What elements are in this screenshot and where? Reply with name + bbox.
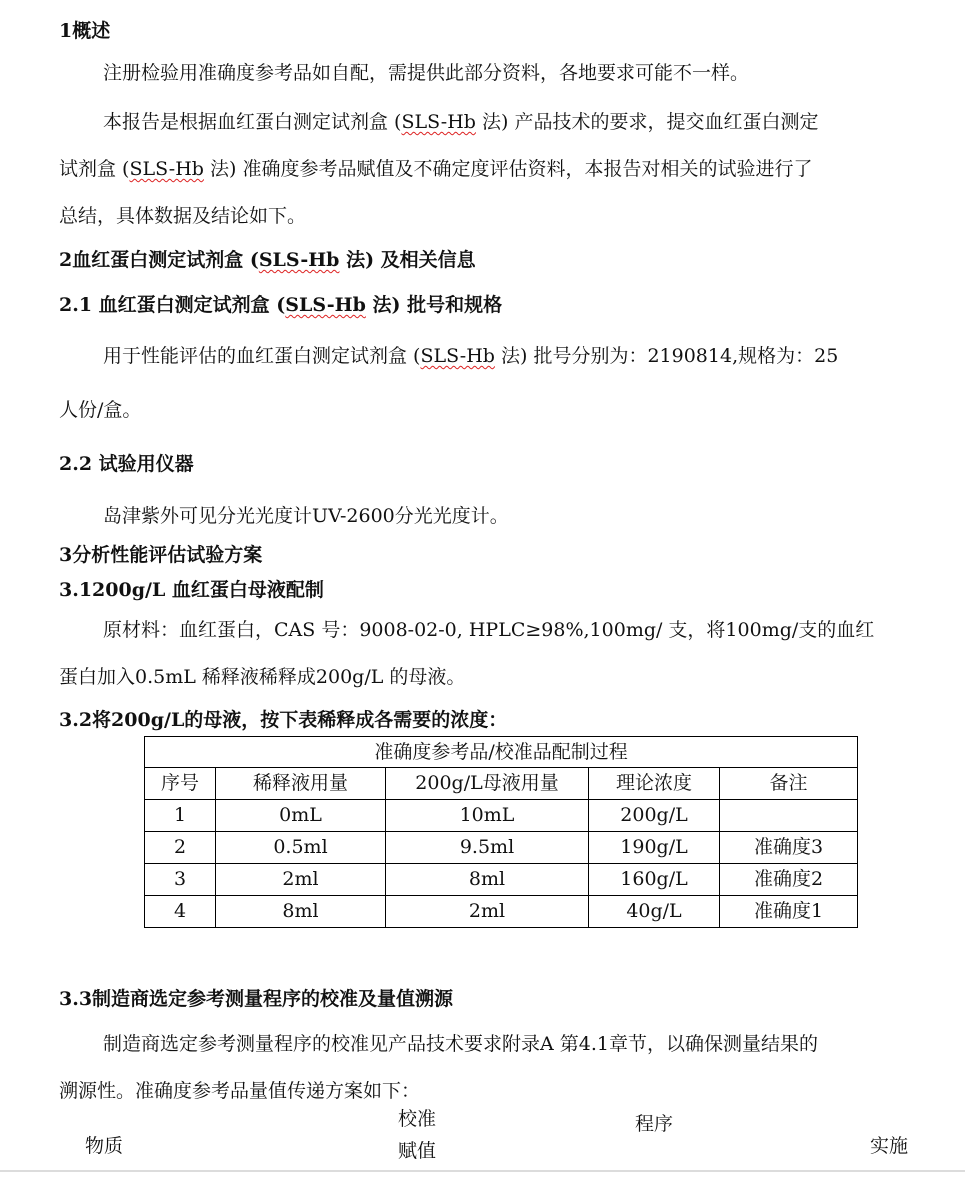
table-cell: 200g/L [589, 800, 720, 832]
section-1-paragraph-1: 注册检验用准确度参考品如自配，需提供此部分资料，各地要求可能不一样。 [103, 62, 750, 84]
section-2-heading: 2血红蛋白测定试剂盒 (SLS-Hb 法) 及相关信息 [59, 249, 476, 271]
page-bottom-divider [0, 1170, 965, 1172]
section-2-2-paragraph: 岛津紫外可见分光光度计UV-2600分光光度计。 [103, 505, 509, 527]
section-3-3-line-1: 制造商选定参考测量程序的校准见产品技术要求附录A 第4.1章节，以确保测量结果的 [103, 1033, 818, 1055]
table-cell: 40g/L [589, 896, 720, 928]
table-cell: 准确度2 [720, 864, 858, 896]
table-cell: 160g/L [589, 864, 720, 896]
table-cell: 0mL [216, 800, 386, 832]
table-cell: 3 [145, 864, 216, 896]
table-cell: 准确度1 [720, 896, 858, 928]
flow-col-substance: 物质 [85, 1135, 124, 1157]
flow-col-implementation: 实施 [870, 1135, 909, 1157]
flow-col-calibration: 校准 [398, 1108, 437, 1130]
table-row [145, 864, 858, 896]
table-cell: 准确度3 [720, 832, 858, 864]
table-row [145, 896, 858, 928]
section-2-1-line-1: 用于性能评估的血红蛋白测定试剂盒 (SLS-Hb 法) 批号分别为：2190814,规格为：25 [103, 345, 839, 367]
table-cell: 190g/L [589, 832, 720, 864]
table-header-cell: 200g/L母液用量 [386, 768, 589, 800]
section-3-heading: 3分析性能评估试验方案 [59, 544, 263, 566]
table-title: 准确度参考品/校准品配制过程 [145, 737, 858, 768]
table-row [145, 832, 858, 864]
preparation-table [144, 736, 858, 928]
table-cell: 2 [145, 832, 216, 864]
table-cell: 2ml [216, 864, 386, 896]
table-cell [720, 800, 858, 832]
section-1-paragraph-2-line-3: 总结，具体数据及结论如下。 [59, 205, 307, 227]
table-cell: 9.5ml [386, 832, 589, 864]
table-cell: 0.5ml [216, 832, 386, 864]
section-2-1-line-2: 人份/盒。 [59, 399, 142, 421]
section-1-paragraph-2-line-2: 试剂盒 (SLS-Hb 法) 准确度参考品赋值及不确定度评估资料，本报告对相关的试验进行了 [59, 158, 813, 180]
table-header-cell: 序号 [145, 768, 216, 800]
table-header-cell: 理论浓度 [589, 768, 720, 800]
section-1-heading: 1概述 [59, 20, 111, 42]
table-cell: 4 [145, 896, 216, 928]
table-header-cell: 备注 [720, 768, 858, 800]
section-3-1-heading: 3.1200g/L 血红蛋白母液配制 [59, 579, 324, 601]
section-3-1-line-2: 蛋白加入0.5mL 稀释液稀释成200g/L 的母液。 [59, 666, 466, 688]
table-row [145, 800, 858, 832]
flow-col-assignment: 赋值 [398, 1140, 437, 1162]
section-3-3-line-2: 溯源性。准确度参考品量值传递方案如下： [59, 1080, 421, 1102]
section-3-2-heading: 3.2将200g/L的母液，按下表稀释成各需要的浓度： [59, 709, 508, 731]
table-cell: 1 [145, 800, 216, 832]
table-cell: 8ml [216, 896, 386, 928]
section-3-1-line-1: 原材料：血红蛋白，CAS 号：9008-02-0, HPLC≥98%,100mg/ 支，将100mg/支的血红 [103, 619, 875, 641]
table-header-row [145, 768, 858, 800]
table-cell: 2ml [386, 896, 589, 928]
table-cell: 10mL [386, 800, 589, 832]
table-title-row [145, 737, 858, 768]
flow-col-procedure: 程序 [635, 1113, 674, 1135]
table-header-cell: 稀释液用量 [216, 768, 386, 800]
table-cell: 8ml [386, 864, 589, 896]
section-1-paragraph-2-line-1: 本报告是根据血红蛋白测定试剂盒 (SLS-Hb 法) 产品技术的要求，提交血红蛋白测定 [103, 111, 819, 133]
section-3-3-heading: 3.3制造商选定参考测量程序的校准及量值溯源 [59, 988, 454, 1010]
section-2-1-heading: 2.1 血红蛋白测定试剂盒 (SLS-Hb 法) 批号和规格 [59, 294, 503, 316]
section-2-2-heading: 2.2 试验用仪器 [59, 453, 194, 475]
